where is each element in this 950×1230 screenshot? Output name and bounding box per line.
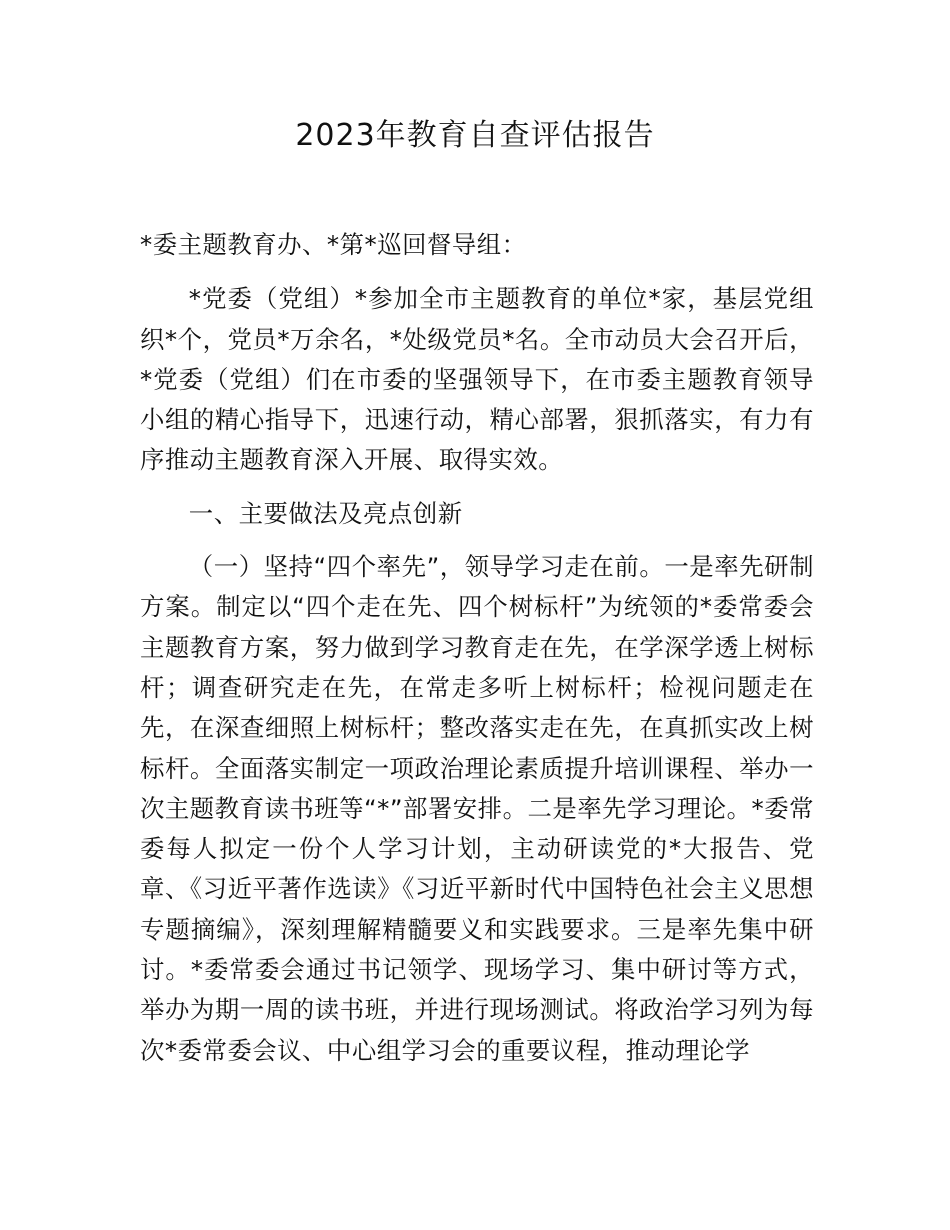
section-heading: 一、主要做法及亮点创新 [188,498,463,528]
document-body [140,225,814,1084]
paragraph-subsection-1: （一）坚持“四个率先”，领导学习走在前。一是率先研制方案。制定以“四个走在先、四个树标杆”为统领的*委常委会主题教育方案，努力做到学习教育走在先，在学深学透上树标杆；调查研究走在先，在常走多听上树标杆；检视问题走在先，在深查细照上树标杆；整改落实走在先，在真抓实改上树标杆。全面落实制定一项政治理论素质提升培训课程、举办一次主题教育读书班等“*”部署安排。二是率先学习理论。*委常委每人拟定一份个人学习计划，主动研读党的*大报告、党章、《习近平著作选读》《习近平新时代中国特色社会主义思想专题摘编》，深刻理解精髓要义和实践要求。三是率先集中研讨。*委常委会通过书记领学、现场学习、集中研讨等方式，举办为期一周的读书班，并进行现场测试。将政治学习列为每次*委常委会议、中心组学习会的重要议程，推动理论学 [140,552,814,1065]
salutation: *委主题教育办、*第*巡回督导组： [140,230,527,259]
document-title: 2023年教育自查评估报告 [295,118,655,153]
paragraph-intro: *党委（党组）*参加全市主题教育的单位*家，基层党组织*个，党员*万余名，*处级党员*名。全市动员大会召开后，*党委（党组）们在市委的坚强领导下，在市委主题教育领导小组的精心指导下，迅速行动，精心部署，狠抓落实，有力有序推动主题教育深入开展、取得实效。 [140,284,814,475]
